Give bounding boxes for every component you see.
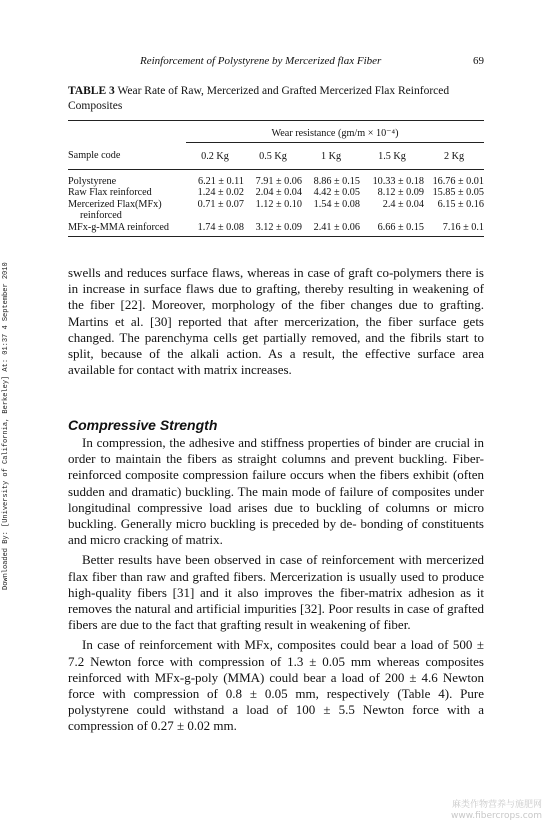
column-header: 1.5 Kg [360,143,424,170]
table-cell: 3.12 ± 0.09 [255,221,302,233]
group-header: Wear resistance (gm/m × 10⁻⁴) [186,124,484,143]
table-cell: 10.33 ± 0.18 [372,175,424,187]
watermark-text: 麻类作物营养与施肥网 [451,800,542,810]
row-label: MFx-g-MMA reinforced [68,221,170,233]
page-number: 69 [473,55,484,67]
wear-rate-table [68,120,484,237]
table-cell: 1.74 ± 0.08 [197,221,244,233]
table-cell: 16.76 ± 0.01 [432,175,484,187]
table-cell: 1.54 ± 0.08 [313,198,360,210]
table-row [68,222,484,234]
table-cell: 2.41 ± 0.06 [313,221,360,233]
section-body [68,435,484,735]
row-header: Sample code [68,143,186,170]
table-label: TABLE 3 [68,85,115,97]
paragraph: In case of reinforcement with MFx, composites could bear a load of 500 ± 7.2 Newton force with compression of 1.3 ± 0.05 mm whereas composites reinforced with MFx-g-poly (MMA) could bear a load of 200 ± 4.6 Newton force with compression of 0.8 ± 0.05 mm, respectively (Table 4). Pure polystyrene could withstand a load of 100 ± 5.5 Newton force with a compression of 0.27 ± 0.02 mm. [68,637,484,734]
row-label: Mercerized Flax(MFx) [68,198,162,210]
table-cell: 7.91 ± 0.06 [255,175,302,187]
table-cell: 15.85 ± 0.05 [432,187,484,199]
running-head [68,55,484,71]
table-cell: 6.15 ± 0.16 [437,198,484,210]
table-cell: 8.86 ± 0.15 [313,175,360,187]
table-cell: 7.16 ± 0.1 [442,221,484,233]
table-cell: 1.12 ± 0.10 [255,198,302,210]
table-row [68,187,484,199]
watermark-url: www.fibercrops.com [451,811,542,821]
section-title: Compressive Strength [68,417,218,433]
row-label: Polystyrene [68,175,117,187]
table-cell: 4.42 ± 0.05 [313,187,360,199]
column-header: 0.2 Kg [186,143,244,170]
table-cell: 2.4 ± 0.04 [382,198,424,210]
paragraph: Better results have been observed in case of reinforcement with mercerized flax fiber than raw and grafted fibers. Mercerization is usually used to produce high-quality fibers [31] and it also improves the fiber-matrix adhesion as it removes the natural and artificial impurities [32]. Poor results in case of grafted fibers are due to the fact that grafting result in weakening of fiber. [68,552,484,633]
table-caption [68,84,484,114]
table-cell: 6.66 ± 0.15 [377,221,424,233]
row-label: Raw Flax reinforced [68,187,152,199]
column-header-row [68,143,484,170]
column-header: 2 Kg [424,143,484,170]
watermark [422,800,542,822]
table-row [68,199,484,211]
paragraph-continued [68,265,484,378]
table-cell: 6.21 ± 0.11 [198,175,244,187]
paragraph: In compression, the adhesive and stiffness properties of binder are crucial in order to maintain the fibers as straight columns and prevent buckling. Fiber-reinforced composite compression failure occurs when the fibers exhibit (often sudden and dramatic) buckling. The main mode of failure of composites under longitudinal compressive load arises due to buckling of columns or micro buckling. Generally micro buckling is preceded by de- bonding of constituents and micro cracking of matrix. [68,435,484,548]
row-label-continuation: reinforced [80,210,122,222]
table-cell: 8.12 ± 0.09 [377,187,424,199]
table-cell: 0.71 ± 0.07 [197,198,244,210]
column-header: 1 Kg [302,143,360,170]
table-caption-text: Wear Rate of Raw, Mercerized and Grafted Mercerized Flax Reinforced Composites [68,85,450,112]
table-cell: 1.24 ± 0.02 [197,187,244,199]
running-title: Reinforcement of Polystyrene by Mercerized flax Fiber [140,55,382,67]
column-header: 0.5 Kg [244,143,302,170]
download-note: Downloaded By: [University of California, Berkeley] At: 01:37 4 September 2010 [2,262,10,590]
table-cell: 2.04 ± 0.04 [255,187,302,199]
paragraph: swells and reduces surface flaws, whereas in case of graft co-polymers there is in increase in surface flaws due to grafting, thereby resulting in weakening of the fiber [22]. Moreover, morphology of the fiber changes due to grafting. Martins et al. [30] reported that after mercerization, the fiber surface gets changed. The parenchyma cells get partially removed, and the fibrils start to split, because of the alkali action. As a result, the effective surface area available for contact with matrix increases. [68,265,484,378]
table-row [68,176,484,188]
table-row-continuation [68,210,484,222]
